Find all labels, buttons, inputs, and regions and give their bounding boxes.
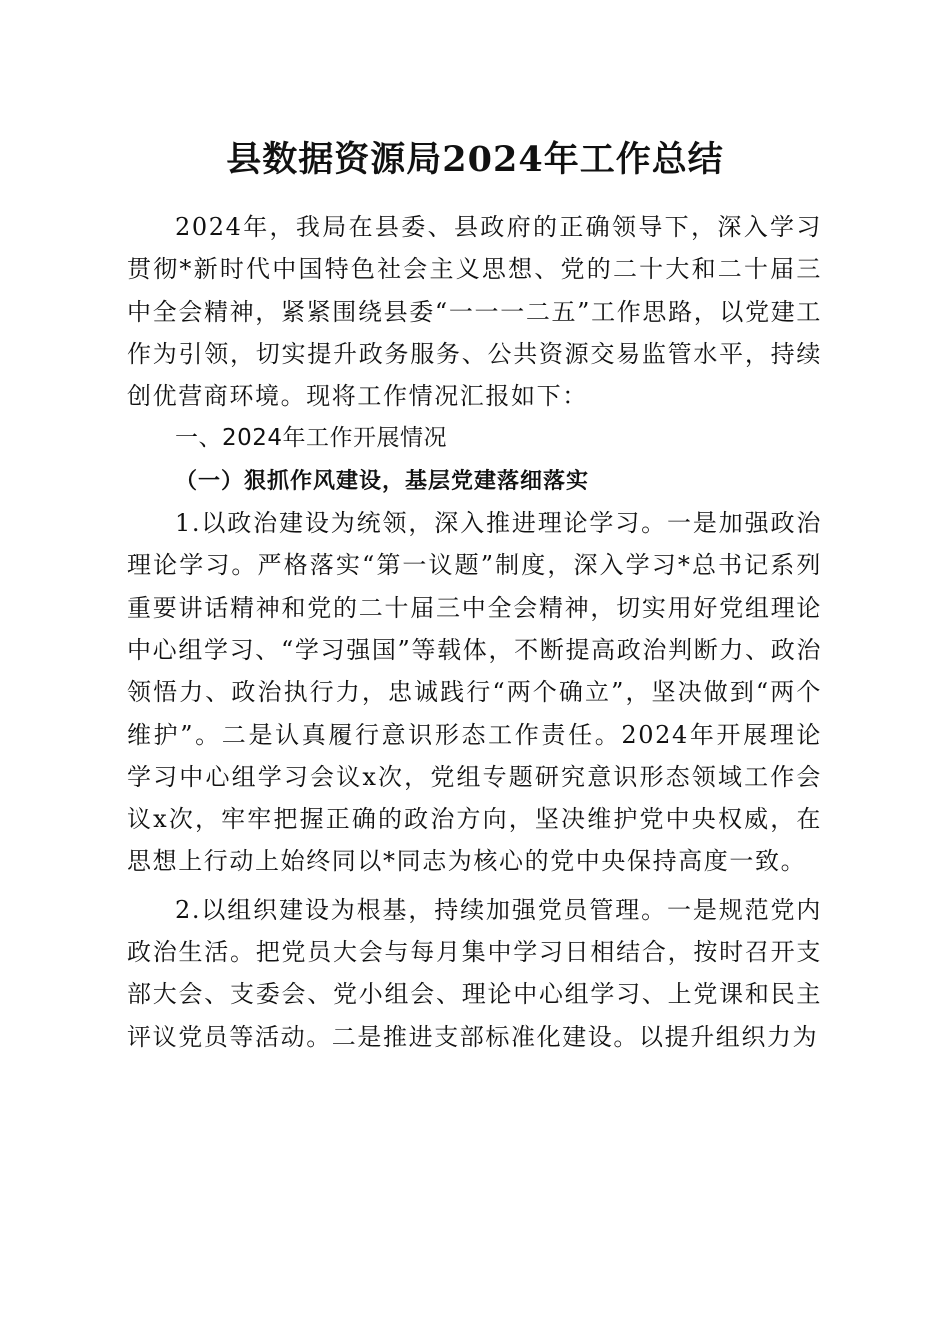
- document-title: 县数据资源局2024年工作总结: [226, 139, 724, 180]
- section-heading: 一、2024年工作开展情况: [175, 425, 448, 452]
- intro-paragraph: 2024年，我局在县委、县政府的正确领导下，深入学习贯彻*新时代中国特色社会主义思想、党的二十大和二十届三中全会精神，紧紧围绕县委“一一一二五”工作思路，以党建工作为引领，切实提升政务服务、公共资源交易监管水平，持续创优营商环境。现将工作情况汇报如下：: [127, 213, 822, 411]
- item-2-paragraph: 2.以组织建设为根基，持续加强党员管理。一是规范党内政治生活。把党员大会与每月集中学习日相结合，按时召开支部大会、支委会、党小组会、理论中心组学习、上党课和民主评议党员等活动。二是推进支部标准化建设。以提升组织力为: [127, 895, 822, 1051]
- item-1-paragraph: 1.以政治建设为统领，深入推进理论学习。一是加强政治理论学习。严格落实“第一议题”制度，深入学习*总书记系列重要讲话精神和党的二十届三中全会精神，切实用好党组理论中心组学习、“学习强国”等载体，不断提高政治判断力、政治领悟力、政治执行力，忠诚践行“两个确立”，坚决做到“两个维护”。二是认真履行意识形态工作责任。2024年开展理论学习中心组学习会议x次，党组专题研究意识形态领域工作会议x次，牢牢把握正确的政治方向，坚决维护党中央权威，在思想上行动上始终同以*同志为核心的党中央保持高度一致。: [127, 509, 822, 876]
- document-body: [127, 206, 822, 1058]
- subsection-heading: （一）狠抓作风建设，基层党建落细落实: [175, 467, 590, 494]
